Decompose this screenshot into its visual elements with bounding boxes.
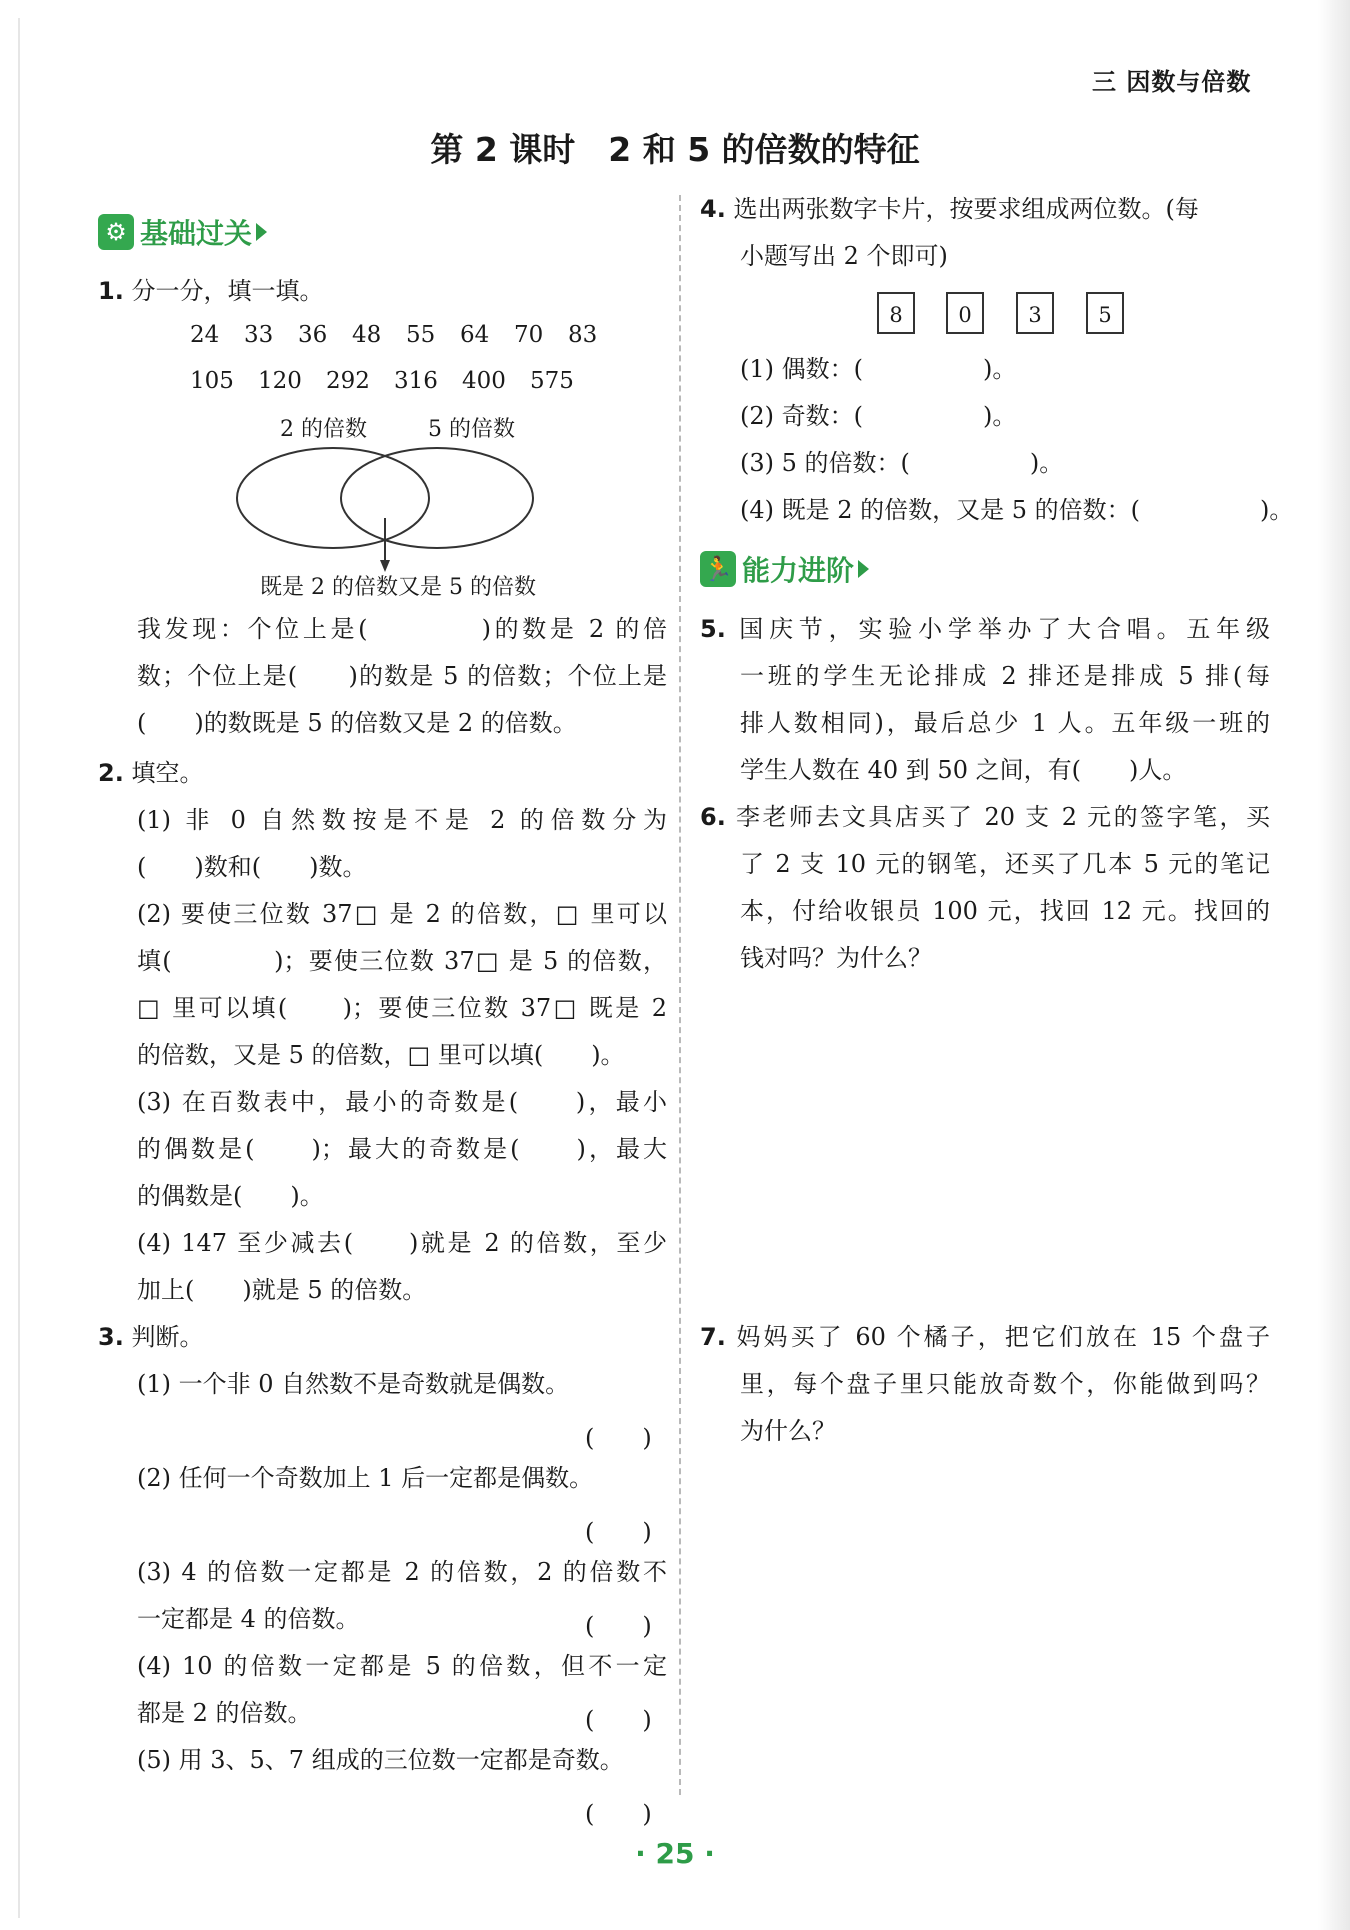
question-7-line1 bbox=[700, 1314, 1270, 1361]
question-number: 6. bbox=[700, 803, 726, 831]
question-text: 选出两张数字卡片，按要求组成两位数。(每 bbox=[733, 195, 1199, 223]
judge-item-2: (2) 任何一个奇数加上 1 后一定都是偶数。 bbox=[137, 1464, 594, 1492]
q2-part2-line3: □ 里可以填( )；要使三位数 37□ 既是 2 bbox=[137, 994, 667, 1022]
runner-icon: 🏃 bbox=[700, 551, 736, 587]
question-text: 妈妈买了 60 个橘子，把它们放在 15 个盘子 bbox=[736, 1323, 1270, 1351]
question-text: 判断。 bbox=[131, 1323, 204, 1351]
badge-arrow-icon bbox=[256, 223, 267, 241]
q2-part3-line3: 的偶数是( )。 bbox=[137, 1182, 324, 1210]
section-advanced-label: 能力进阶 bbox=[742, 554, 855, 587]
venn-circle-right bbox=[341, 448, 533, 548]
question-number: 7. bbox=[700, 1323, 726, 1351]
lesson-title: 第 2 课时 2 和 5 的倍数的特征 bbox=[430, 130, 920, 169]
judge-answer-3[interactable]: ( ) bbox=[585, 1612, 652, 1640]
section-basic bbox=[98, 212, 267, 252]
venn-label-left: 2 的倍数 bbox=[280, 417, 367, 442]
q2-part4-line2: 加上( )就是 5 的倍数。 bbox=[137, 1276, 427, 1304]
page-shadow bbox=[1318, 0, 1350, 1930]
digit-card: 3 bbox=[1016, 292, 1054, 334]
q2-part2-line2: 填( )；要使三位数 37□ 是 5 的倍数， bbox=[137, 947, 667, 975]
question-4-line2: 小题写出 2 个即可) bbox=[740, 242, 948, 270]
judge-answer-2[interactable]: ( ) bbox=[585, 1518, 652, 1546]
q2-part1-line2: ( )数和( )数。 bbox=[137, 853, 367, 881]
q4-item-4: (4) 既是 2 的倍数，又是 5 的倍数：( )。 bbox=[740, 496, 1294, 524]
number-item: 400 bbox=[462, 368, 506, 394]
question-6-line4: 钱对吗？为什么？ bbox=[740, 944, 932, 972]
digit-card: 5 bbox=[1086, 292, 1124, 334]
discover-line-3: ( )的数既是 5 的倍数又是 2 的倍数。 bbox=[137, 709, 577, 737]
judge-item-4-line1: (4) 10 的倍数一定都是 5 的倍数，但不一定 bbox=[137, 1652, 667, 1680]
question-1 bbox=[98, 268, 323, 315]
badge-arrow-icon bbox=[858, 560, 869, 578]
discover-line-1: 我发现：个位上是( )的数是 2 的倍 bbox=[137, 615, 667, 643]
page-edge bbox=[18, 18, 20, 1918]
judge-item-3-line1: (3) 4 的倍数一定都是 2 的倍数，2 的倍数不 bbox=[137, 1558, 667, 1586]
page-number: · 25 · bbox=[635, 1837, 715, 1870]
judge-answer-5[interactable]: ( ) bbox=[585, 1800, 652, 1828]
question-6-line1 bbox=[700, 794, 1270, 841]
venn-circle-left bbox=[237, 448, 429, 548]
q4-item-2: (2) 奇数：( )。 bbox=[740, 402, 1017, 430]
judge-answer-4[interactable]: ( ) bbox=[585, 1706, 652, 1734]
question-number: 2. bbox=[98, 759, 124, 787]
q2-part2-line4: 的倍数，又是 5 的倍数，□ 里可以填( )。 bbox=[137, 1041, 625, 1069]
q4-item-1: (1) 偶数：( )。 bbox=[740, 355, 1017, 383]
q2-part4-line1: (4) 147 至少减去( )就是 2 的倍数，至少 bbox=[137, 1229, 667, 1257]
section-advanced bbox=[700, 549, 869, 589]
digit-card: 8 bbox=[877, 292, 915, 334]
question-5-line3: 排人数相同)，最后总少 1 人。五年级一班的 bbox=[740, 709, 1270, 737]
chapter-header: 三 因数与倍数 bbox=[1092, 68, 1252, 96]
judge-item-1: (1) 一个非 0 自然数不是奇数就是偶数。 bbox=[137, 1370, 570, 1398]
section-basic-label: 基础过关 bbox=[140, 217, 253, 250]
number-item: 33 bbox=[244, 322, 274, 348]
venn-diagram bbox=[225, 440, 575, 580]
q2-part3-line1: (3) 在百数表中，最小的奇数是( )，最小 bbox=[137, 1088, 667, 1116]
question-5-line4: 学生人数在 40 到 50 之间，有( )人。 bbox=[740, 756, 1187, 784]
number-item: 575 bbox=[530, 368, 574, 394]
question-number: 4. bbox=[700, 195, 726, 223]
judge-item-3-line2: 一定都是 4 的倍数。 bbox=[137, 1605, 360, 1633]
question-6-line2: 了 2 支 10 元的钢笔，还买了几本 5 元的笔记 bbox=[740, 850, 1270, 878]
question-text: 李老师去文具店买了 20 支 2 元的签字笔，买 bbox=[735, 803, 1270, 831]
number-row-1 bbox=[190, 322, 622, 348]
number-item: 120 bbox=[258, 368, 302, 394]
gear-icon: ⚙ bbox=[98, 214, 134, 250]
venn-label-bottom: 既是 2 的倍数又是 5 的倍数 bbox=[260, 575, 536, 600]
number-item: 83 bbox=[568, 322, 598, 348]
question-7-line2: 里，每个盘子里只能放奇数个，你能做到吗？ bbox=[740, 1370, 1270, 1398]
q4-item-3: (3) 5 的倍数：( )。 bbox=[740, 449, 1064, 477]
number-item: 105 bbox=[190, 368, 234, 394]
question-number: 5. bbox=[700, 615, 726, 643]
question-3 bbox=[98, 1314, 203, 1361]
number-item: 292 bbox=[326, 368, 370, 394]
number-item: 64 bbox=[460, 322, 490, 348]
question-text: 填空。 bbox=[131, 759, 204, 787]
q2-part2-line1: (2) 要使三位数 37□ 是 2 的倍数，□ 里可以 bbox=[137, 900, 667, 928]
question-7-line3: 为什么？ bbox=[740, 1417, 836, 1445]
question-text: 国庆节，实验小学举办了大合唱。五年级 bbox=[739, 615, 1270, 643]
question-5-line2: 一班的学生无论排成 2 排还是排成 5 排(每 bbox=[740, 662, 1270, 690]
question-number: 3. bbox=[98, 1323, 124, 1351]
q2-part1-line1: (1) 非 0 自然数按是不是 2 的倍数分为 bbox=[137, 806, 667, 834]
question-text: 分一分，填一填。 bbox=[131, 277, 324, 305]
number-item: 55 bbox=[406, 322, 436, 348]
q2-part3-line2: 的偶数是( )；最大的奇数是( )，最大 bbox=[137, 1135, 667, 1163]
question-2 bbox=[98, 750, 203, 797]
number-item: 70 bbox=[514, 322, 544, 348]
venn-label-right: 5 的倍数 bbox=[428, 417, 515, 442]
number-item: 24 bbox=[190, 322, 220, 348]
question-6-line3: 本，付给收银员 100 元，找回 12 元。找回的 bbox=[740, 897, 1270, 925]
question-5-line1 bbox=[700, 606, 1270, 653]
number-row-2 bbox=[190, 368, 598, 394]
column-divider bbox=[679, 195, 681, 1795]
judge-item-5: (5) 用 3、5、7 组成的三位数一定都是奇数。 bbox=[137, 1746, 624, 1774]
discover-line-2: 数；个位上是( )的数是 5 的倍数；个位上是 bbox=[137, 662, 667, 690]
judge-answer-1[interactable]: ( ) bbox=[585, 1424, 652, 1452]
number-item: 36 bbox=[298, 322, 328, 348]
question-4-line1 bbox=[700, 186, 1199, 233]
number-item: 48 bbox=[352, 322, 382, 348]
digit-card: 0 bbox=[946, 292, 984, 334]
question-number: 1. bbox=[98, 277, 124, 305]
judge-item-4-line2: 都是 2 的倍数。 bbox=[137, 1699, 312, 1727]
number-item: 316 bbox=[394, 368, 438, 394]
